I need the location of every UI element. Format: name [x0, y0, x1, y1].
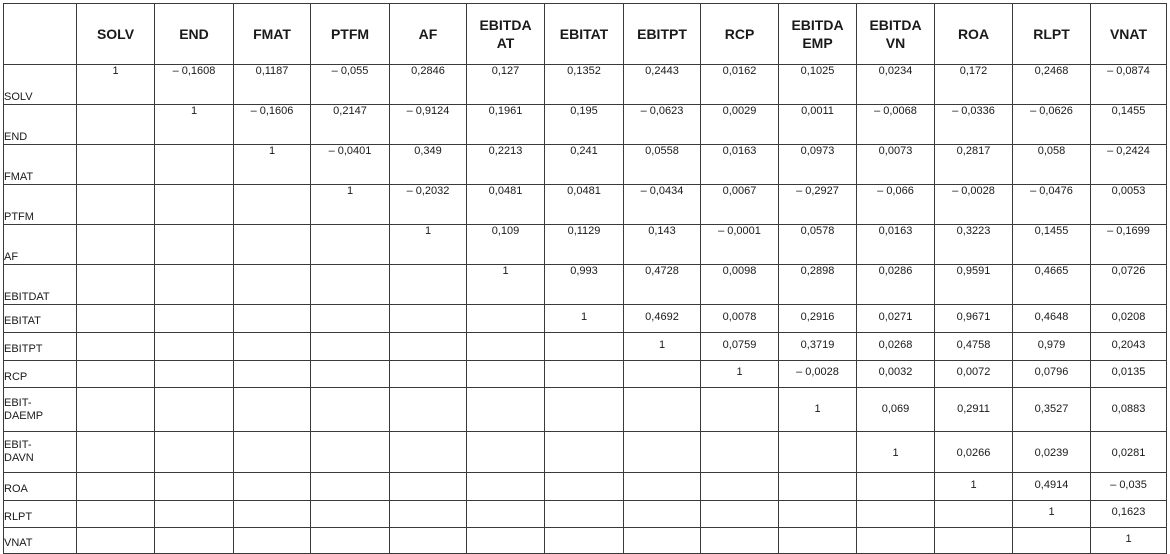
column-header-line: RLPT	[1033, 26, 1070, 42]
table-row	[4, 432, 1167, 473]
table-cell	[155, 388, 234, 432]
table-cell	[77, 145, 155, 185]
table-cell	[390, 361, 467, 388]
table-cell: – 0,0476	[1013, 185, 1091, 225]
table-cell	[624, 388, 701, 432]
column-header-line: EBITDA	[479, 17, 532, 33]
table-cell: 0,0558	[624, 145, 701, 185]
table-cell: 0,0098	[701, 265, 779, 305]
table-cell: 0,2043	[1091, 333, 1167, 361]
table-cell	[311, 432, 390, 473]
table-cell: 0,1129	[545, 225, 624, 265]
column-header-ebitat	[545, 4, 624, 65]
table-cell: 0,9591	[935, 265, 1013, 305]
table-row	[4, 105, 1167, 145]
table-cell	[234, 225, 311, 265]
table-cell: 0,0078	[701, 305, 779, 333]
table-cell: 0,2443	[624, 65, 701, 105]
table-row	[4, 333, 1167, 361]
table-row	[4, 65, 1167, 105]
table-cell: – 0,055	[311, 65, 390, 105]
column-header-vnat	[1091, 4, 1167, 65]
table-cell: – 0,9124	[390, 105, 467, 145]
table-cell: 0,3527	[1013, 388, 1091, 432]
table-cell: 0,1187	[234, 65, 311, 105]
table-cell: 0,195	[545, 105, 624, 145]
table-cell: – 0,2032	[390, 185, 467, 225]
column-header-line: EBITPT	[637, 26, 687, 42]
row-header	[4, 473, 77, 501]
table-cell: 1	[77, 65, 155, 105]
row-header-line: FMAT	[4, 171, 34, 183]
column-header-line: FMAT	[253, 26, 291, 42]
table-cell: 1	[155, 105, 234, 145]
column-header-line: SOLV	[96, 26, 135, 42]
row-header-line: RLPT	[4, 511, 33, 523]
table-cell	[77, 528, 155, 554]
table-cell	[155, 333, 234, 361]
table-row	[4, 305, 1167, 333]
row-header-line: RCP	[4, 371, 28, 383]
table-cell: – 0,0434	[624, 185, 701, 225]
table-cell	[701, 432, 779, 473]
row-header	[4, 501, 77, 528]
table-cell: 0,0286	[857, 265, 935, 305]
table-cell: 1	[1013, 501, 1091, 528]
row-header-line: ROA	[4, 483, 28, 495]
row-header	[4, 265, 77, 305]
table-cell: 0,0163	[701, 145, 779, 185]
table-cell: 0,4692	[624, 305, 701, 333]
table-cell	[545, 501, 624, 528]
table-cell	[234, 333, 311, 361]
table-cell	[390, 333, 467, 361]
table-cell	[624, 361, 701, 388]
table-row	[4, 501, 1167, 528]
column-header-ebitda-at	[467, 4, 545, 65]
header-row	[4, 4, 1167, 65]
table-cell	[234, 265, 311, 305]
table-cell	[857, 528, 935, 554]
table-cell: 0,2846	[390, 65, 467, 105]
table-cell: 1	[701, 361, 779, 388]
table-cell	[701, 501, 779, 528]
column-header-line: END	[179, 26, 209, 42]
table-cell	[701, 473, 779, 501]
table-cell: 0,0032	[857, 361, 935, 388]
table-cell	[77, 333, 155, 361]
row-header-line: SOLV	[4, 91, 33, 103]
table-row	[4, 388, 1167, 432]
table-cell: 0,3223	[935, 225, 1013, 265]
table-cell: – 0,0626	[1013, 105, 1091, 145]
table-cell: 1	[545, 305, 624, 333]
table-cell: – 0,2424	[1091, 145, 1167, 185]
table-cell: 0,0029	[701, 105, 779, 145]
table-cell	[311, 225, 390, 265]
table-cell: – 0,1606	[234, 105, 311, 145]
table-row	[4, 265, 1167, 305]
row-header	[4, 145, 77, 185]
column-header-ptfm	[311, 4, 390, 65]
table-cell	[77, 388, 155, 432]
table-cell: – 0,0874	[1091, 65, 1167, 105]
table-cell	[311, 388, 390, 432]
table-cell: – 0,035	[1091, 473, 1167, 501]
table-cell	[467, 333, 545, 361]
table-row	[4, 225, 1167, 265]
table-cell	[624, 528, 701, 554]
table-cell	[779, 501, 857, 528]
table-cell: 0,0759	[701, 333, 779, 361]
table-cell	[77, 185, 155, 225]
table-cell: 0,1961	[467, 105, 545, 145]
table-cell	[701, 388, 779, 432]
table-cell	[311, 473, 390, 501]
table-cell: 0,069	[857, 388, 935, 432]
row-header	[4, 305, 77, 333]
column-header-line: RCP	[724, 26, 755, 42]
table-cell: – 0,0401	[311, 145, 390, 185]
table-cell	[467, 305, 545, 333]
table-cell	[390, 528, 467, 554]
table-cell: 0,0883	[1091, 388, 1167, 432]
table-cell	[155, 501, 234, 528]
table-cell	[234, 388, 311, 432]
table-cell	[545, 528, 624, 554]
column-header-solv	[77, 4, 155, 65]
table-cell: 0,1025	[779, 65, 857, 105]
table-cell: 0,2147	[311, 105, 390, 145]
table-cell: 0,0266	[935, 432, 1013, 473]
table-cell	[779, 473, 857, 501]
table-row	[4, 185, 1167, 225]
table-cell: 0,0072	[935, 361, 1013, 388]
corner-cell	[4, 4, 77, 65]
table-cell: – 0,0068	[857, 105, 935, 145]
table-cell	[77, 473, 155, 501]
table-cell	[311, 528, 390, 554]
column-header-rlpt	[1013, 4, 1091, 65]
table-cell	[779, 432, 857, 473]
table-cell	[77, 432, 155, 473]
table-cell: 0,0053	[1091, 185, 1167, 225]
table-cell: – 0,1608	[155, 65, 234, 105]
table-cell: 1	[935, 473, 1013, 501]
table-cell	[311, 333, 390, 361]
column-header-ebitda-emp	[779, 4, 857, 65]
table-cell	[857, 473, 935, 501]
table-cell: – 0,0001	[701, 225, 779, 265]
row-header-line: DAEMP	[4, 409, 44, 422]
row-header	[4, 105, 77, 145]
table-cell	[779, 528, 857, 554]
table-cell	[624, 473, 701, 501]
table-cell: 0,0268	[857, 333, 935, 361]
table-cell: 0,2213	[467, 145, 545, 185]
table-cell: 0,0239	[1013, 432, 1091, 473]
table-row	[4, 473, 1167, 501]
table-cell	[467, 361, 545, 388]
row-header-line: VNAT	[4, 537, 33, 549]
table-row	[4, 361, 1167, 388]
table-cell: 1	[467, 265, 545, 305]
table-cell	[545, 361, 624, 388]
table-cell	[311, 265, 390, 305]
row-header	[4, 432, 77, 473]
table-cell: 0,1455	[1091, 105, 1167, 145]
table-cell: 0,993	[545, 265, 624, 305]
table-cell: 0,0073	[857, 145, 935, 185]
column-header-line: VNAT	[1109, 26, 1148, 42]
column-header-ebitda-vn	[857, 4, 935, 65]
row-header-line: EBIT-	[4, 396, 32, 409]
table-cell	[390, 473, 467, 501]
table-cell: 0,0163	[857, 225, 935, 265]
table-cell	[1013, 528, 1091, 554]
row-header-line: EBITPT	[4, 343, 43, 355]
table-cell: 0,0281	[1091, 432, 1167, 473]
column-header-line: EBITAT	[559, 26, 609, 42]
table-cell: 0,127	[467, 65, 545, 105]
table-cell	[234, 528, 311, 554]
table-cell: – 0,0028	[935, 185, 1013, 225]
table-cell: 0,0162	[701, 65, 779, 105]
table-cell: 0,0973	[779, 145, 857, 185]
table-cell: 1	[624, 333, 701, 361]
table-cell	[155, 225, 234, 265]
table-cell: 0,4914	[1013, 473, 1091, 501]
column-header-line: AF	[418, 26, 438, 42]
table-cell	[390, 388, 467, 432]
table-cell	[390, 305, 467, 333]
table-cell	[77, 105, 155, 145]
column-header-line: EMP	[802, 35, 833, 51]
row-header-line: EBIT-	[4, 439, 32, 451]
table-cell	[234, 361, 311, 388]
column-header-line: EBITDA	[791, 17, 844, 33]
table-cell: – 0,0623	[624, 105, 701, 145]
table-cell	[935, 528, 1013, 554]
table-cell: 0,2817	[935, 145, 1013, 185]
table-cell: 0,0234	[857, 65, 935, 105]
table-cell	[234, 305, 311, 333]
table-cell: 0,0208	[1091, 305, 1167, 333]
table-cell	[624, 432, 701, 473]
table-cell	[234, 432, 311, 473]
table-cell	[545, 432, 624, 473]
column-header-end	[155, 4, 234, 65]
table-row	[4, 145, 1167, 185]
table-cell: 0,4648	[1013, 305, 1091, 333]
row-header-line: EBITAT	[4, 315, 41, 327]
row-header	[4, 333, 77, 361]
table-cell: 1	[311, 185, 390, 225]
table-cell: 0,2916	[779, 305, 857, 333]
table-cell: 0,0067	[701, 185, 779, 225]
table-cell	[311, 305, 390, 333]
table-cell: 0,0726	[1091, 265, 1167, 305]
table-cell: 0,4665	[1013, 265, 1091, 305]
table-cell: 0,0796	[1013, 361, 1091, 388]
table-cell: 0,4758	[935, 333, 1013, 361]
table-cell: 0,172	[935, 65, 1013, 105]
table-cell: 0,2911	[935, 388, 1013, 432]
table-cell	[467, 432, 545, 473]
table-cell: 0,4728	[624, 265, 701, 305]
table-cell	[390, 501, 467, 528]
table-cell: 1	[779, 388, 857, 432]
table-cell	[77, 501, 155, 528]
table-cell	[545, 473, 624, 501]
row-header	[4, 185, 77, 225]
table-cell	[311, 501, 390, 528]
column-header-line: ROA	[957, 26, 990, 42]
table-cell	[155, 361, 234, 388]
row-header	[4, 388, 77, 432]
table-cell	[545, 333, 624, 361]
table-cell: 0,0271	[857, 305, 935, 333]
column-header-fmat	[234, 4, 311, 65]
table-cell	[155, 145, 234, 185]
table-cell: – 0,0028	[779, 361, 857, 388]
table-cell	[467, 528, 545, 554]
table-cell	[467, 501, 545, 528]
table-cell	[234, 185, 311, 225]
table-cell	[935, 501, 1013, 528]
table-cell	[311, 361, 390, 388]
table-cell	[155, 528, 234, 554]
table-cell: 0,1352	[545, 65, 624, 105]
table-cell: 0,0481	[467, 185, 545, 225]
table-cell: 1	[1091, 528, 1167, 554]
table-cell: 0,058	[1013, 145, 1091, 185]
table-cell: 0,349	[390, 145, 467, 185]
table-cell: – 0,066	[857, 185, 935, 225]
table-cell	[155, 185, 234, 225]
column-header-rcp	[701, 4, 779, 65]
table-cell: 0,143	[624, 225, 701, 265]
table-cell: 1	[234, 145, 311, 185]
table-cell	[155, 473, 234, 501]
column-header-line: AT	[496, 35, 515, 51]
table-cell	[234, 473, 311, 501]
table-cell: 0,241	[545, 145, 624, 185]
table-cell	[77, 305, 155, 333]
column-header-line: EBITDA	[869, 17, 922, 33]
row-header-line: DAVN	[4, 452, 34, 464]
table-cell	[701, 528, 779, 554]
table-cell: 0,1455	[1013, 225, 1091, 265]
column-header-af	[390, 4, 467, 65]
table-cell	[155, 432, 234, 473]
table-cell: 0,0011	[779, 105, 857, 145]
column-header-line: PTFM	[330, 26, 370, 42]
table-cell	[234, 501, 311, 528]
table-cell: 0,9671	[935, 305, 1013, 333]
table-cell: 0,0578	[779, 225, 857, 265]
table-cell: 1	[857, 432, 935, 473]
row-header	[4, 225, 77, 265]
row-header	[4, 361, 77, 388]
table-cell: 0,0135	[1091, 361, 1167, 388]
table-row	[4, 528, 1167, 554]
table-cell: – 0,0336	[935, 105, 1013, 145]
table-cell: 0,1623	[1091, 501, 1167, 528]
row-header	[4, 528, 77, 554]
table-cell	[390, 432, 467, 473]
table-cell	[624, 501, 701, 528]
table-cell	[155, 265, 234, 305]
table-cell	[77, 361, 155, 388]
table-cell	[857, 501, 935, 528]
column-header-roa	[935, 4, 1013, 65]
table-cell: 0,0481	[545, 185, 624, 225]
table-cell	[467, 473, 545, 501]
table-cell: 0,109	[467, 225, 545, 265]
row-header-line: END	[4, 131, 28, 143]
table-cell: 0,3719	[779, 333, 857, 361]
table-cell: – 0,2927	[779, 185, 857, 225]
table-cell: – 0,1699	[1091, 225, 1167, 265]
table-cell	[155, 305, 234, 333]
table-cell: 1	[390, 225, 467, 265]
table-cell	[545, 388, 624, 432]
table-cell	[390, 265, 467, 305]
row-header-line: EBITDAT	[4, 291, 50, 303]
table-cell	[77, 265, 155, 305]
table-cell: 0,2468	[1013, 65, 1091, 105]
row-header-line: AF	[4, 251, 19, 263]
table-cell	[467, 388, 545, 432]
row-header-line: PTFM	[4, 211, 34, 223]
correlation-table	[3, 3, 1167, 554]
row-header	[4, 65, 77, 105]
column-header-ebitpt	[624, 4, 701, 65]
column-header-line: VN	[885, 35, 906, 51]
table-cell	[77, 225, 155, 265]
table-cell: 0,2898	[779, 265, 857, 305]
table-cell: 0,979	[1013, 333, 1091, 361]
